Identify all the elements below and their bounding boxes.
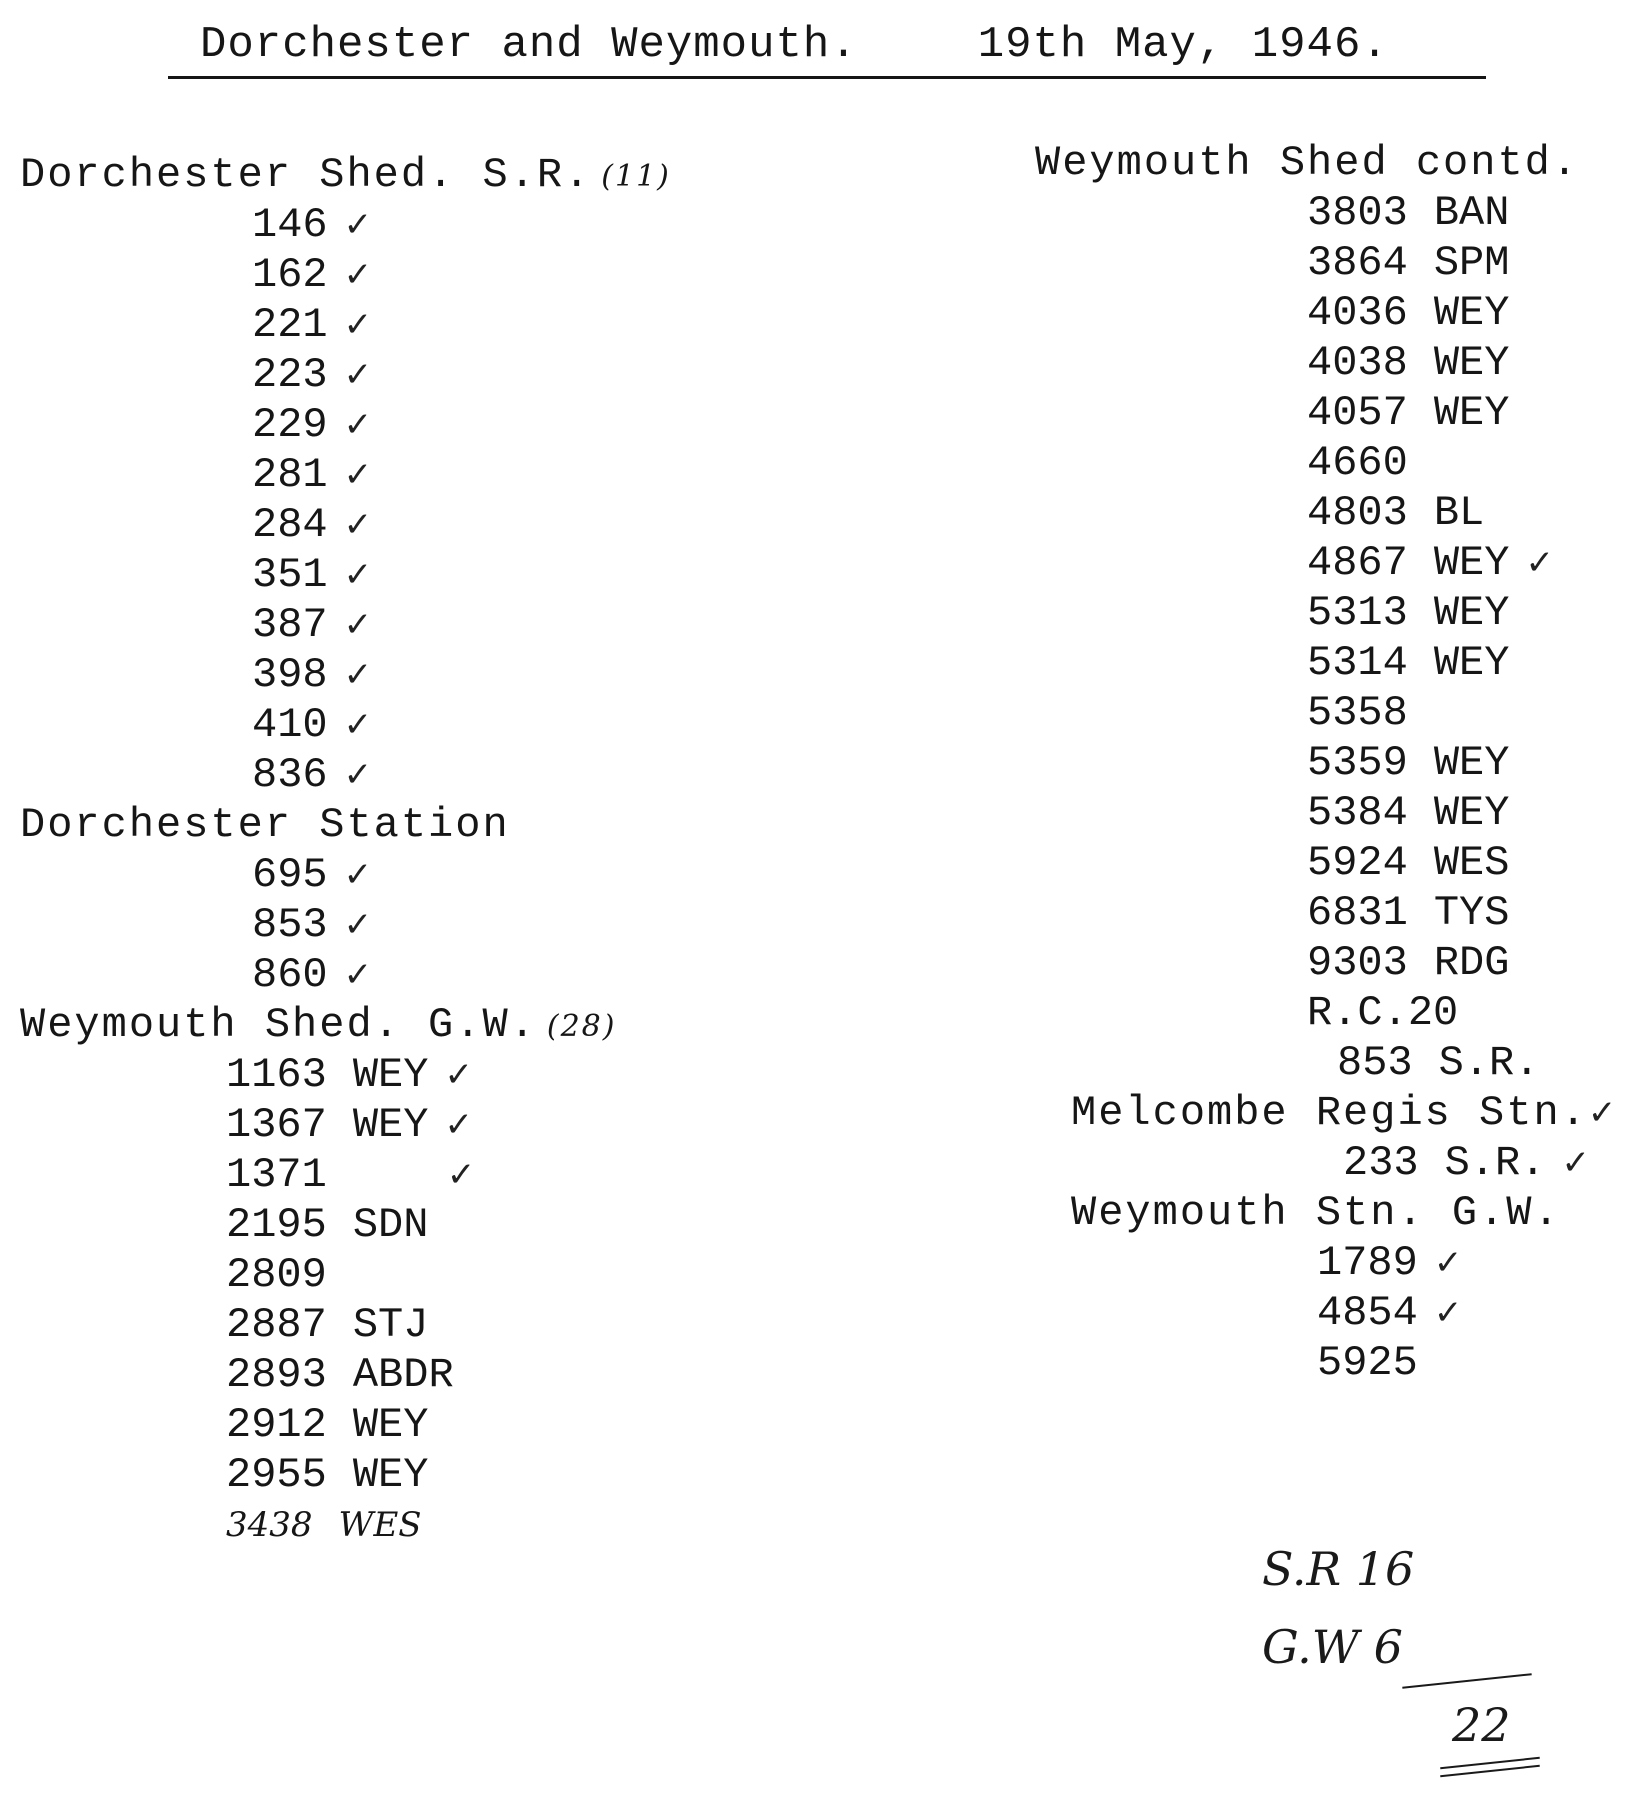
list-item: 5925	[1317, 1339, 1418, 1387]
list-item: 398 ✓	[252, 651, 373, 699]
list-item: 3864 SPM	[1307, 239, 1510, 287]
list-item: 5313 WEY	[1307, 589, 1510, 637]
rc-label: R.C.20	[1307, 989, 1459, 1037]
tick-mark: ✓	[343, 955, 373, 995]
tick-mark: ✓	[446, 1155, 476, 1195]
list-item: 5358	[1307, 689, 1408, 737]
list-item: 860 ✓	[252, 951, 373, 999]
dorchester-shed-heading	[20, 150, 671, 200]
tick-mark: ✓	[1433, 1243, 1463, 1283]
tick-mark: ✓	[343, 255, 373, 295]
list-item: 2955 WEY	[226, 1451, 429, 1499]
dorchester-shed-count-note: (11)	[601, 159, 671, 194]
tick-mark: ✓	[343, 355, 373, 395]
list-item: 281 ✓	[252, 451, 373, 499]
tick-mark: ✓	[343, 755, 373, 795]
list-item: 387 ✓	[252, 601, 373, 649]
list-item: 146 ✓	[252, 201, 373, 249]
tick-mark: ✓	[1525, 543, 1554, 583]
weymouth-contd-list	[1035, 188, 1618, 1088]
list-item: 695 ✓	[252, 851, 373, 899]
tick-mark: ✓	[343, 655, 373, 695]
list-item: 1163 WEY ✓	[226, 1051, 473, 1099]
list-item: 853 ✓	[252, 901, 373, 949]
list-item: 4660	[1307, 439, 1408, 487]
tick-mark: ✓	[343, 405, 373, 445]
list-item: 836 ✓	[252, 751, 373, 799]
handwritten-list-item: 3438 WES	[226, 1505, 422, 1545]
dorchester-station-list	[20, 850, 671, 1000]
melcombe-list	[1035, 1138, 1618, 1188]
weymouth-shed-count-note: (28)	[546, 1009, 617, 1044]
tick-mark: ✓	[343, 705, 373, 745]
tick-mark: ✓	[1433, 1293, 1463, 1333]
dorchester-station-heading: Dorchester Station	[20, 801, 510, 849]
title-date: 19th May, 1946.	[977, 20, 1389, 70]
tick-mark: ✓	[343, 205, 373, 245]
list-item: 223 ✓	[252, 351, 373, 399]
tick-mark: ✓	[343, 905, 373, 945]
left-column	[20, 150, 671, 1550]
total-sum: 22	[1452, 1698, 1511, 1752]
weymouth-shed-heading-text: Weymouth Shed. G.W.	[20, 1001, 537, 1049]
list-item: 1371 ✓	[226, 1151, 476, 1199]
right-column	[1035, 138, 1618, 1388]
list-item: 162 ✓	[252, 251, 373, 299]
list-item: 1367 WEY ✓	[226, 1101, 473, 1149]
page-title	[200, 20, 1389, 70]
list-item: 4057 WEY	[1307, 389, 1510, 437]
list-item: 221 ✓	[252, 301, 373, 349]
list-item: 4867 WEY ✓	[1307, 539, 1554, 587]
list-item: 5359 WEY	[1307, 739, 1510, 787]
list-item: 351 ✓	[252, 551, 373, 599]
tick-mark: ✓	[1587, 1093, 1619, 1133]
list-item: 1789 ✓	[1317, 1239, 1463, 1287]
list-item: 853 S.R.	[1337, 1039, 1540, 1087]
list-item: 4854 ✓	[1317, 1289, 1463, 1337]
list-item: 2887 STJ	[226, 1301, 429, 1349]
list-item: 2893 ABDR	[226, 1351, 454, 1399]
weymouth-stn-list	[1035, 1238, 1618, 1388]
list-item: 5924 WES	[1307, 839, 1510, 887]
weymouth-contd-heading: Weymouth Shed contd.	[1035, 139, 1580, 187]
list-item: 4038 WEY	[1307, 339, 1510, 387]
list-item: 284 ✓	[252, 501, 373, 549]
list-item: 2195 SDN	[226, 1201, 429, 1249]
tick-mark: ✓	[343, 605, 373, 645]
list-item: 9303 RDG	[1307, 939, 1510, 987]
dorchester-shed-list	[20, 200, 671, 800]
list-item: 410 ✓	[252, 701, 373, 749]
tick-mark: ✓	[343, 505, 373, 545]
tick-mark: ✓	[444, 1055, 473, 1095]
total-gw: G.W 6	[1262, 1620, 1403, 1674]
list-item: 2912 WEY	[226, 1401, 429, 1449]
weymouth-shed-heading	[20, 1000, 671, 1050]
list-item: 4036 WEY	[1307, 289, 1510, 337]
list-item: 229 ✓	[252, 401, 373, 449]
list-item: 5314 WEY	[1307, 639, 1510, 687]
tick-mark: ✓	[343, 455, 373, 495]
weymouth-shed-list	[20, 1050, 671, 1550]
weymouth-stn-heading: Weymouth Stn. G.W.	[1071, 1189, 1561, 1237]
tick-mark: ✓	[343, 555, 373, 595]
title-text: Dorchester and Weymouth.	[200, 20, 858, 70]
total-sr: S.R 16	[1262, 1542, 1415, 1596]
tick-mark: ✓	[343, 855, 373, 895]
tick-mark: ✓	[343, 305, 373, 345]
tick-mark: ✓	[444, 1105, 473, 1145]
melcombe-heading-text: Melcombe Regis Stn.	[1071, 1089, 1588, 1137]
list-item: 2809	[226, 1251, 327, 1299]
melcombe-heading	[1071, 1088, 1618, 1138]
handwritten-totals	[1262, 1530, 1511, 1764]
tick-mark: ✓	[1561, 1143, 1590, 1183]
list-item: 233 S.R. ✓	[1343, 1139, 1590, 1187]
dorchester-shed-heading-text: Dorchester Shed. S.R.	[20, 151, 592, 199]
list-item: 5384 WEY	[1307, 789, 1510, 837]
list-item: 3803 BAN	[1307, 189, 1510, 237]
title-underline	[168, 76, 1486, 79]
list-item: 4803 BL	[1307, 489, 1485, 537]
list-item: 6831 TYS	[1307, 889, 1510, 937]
